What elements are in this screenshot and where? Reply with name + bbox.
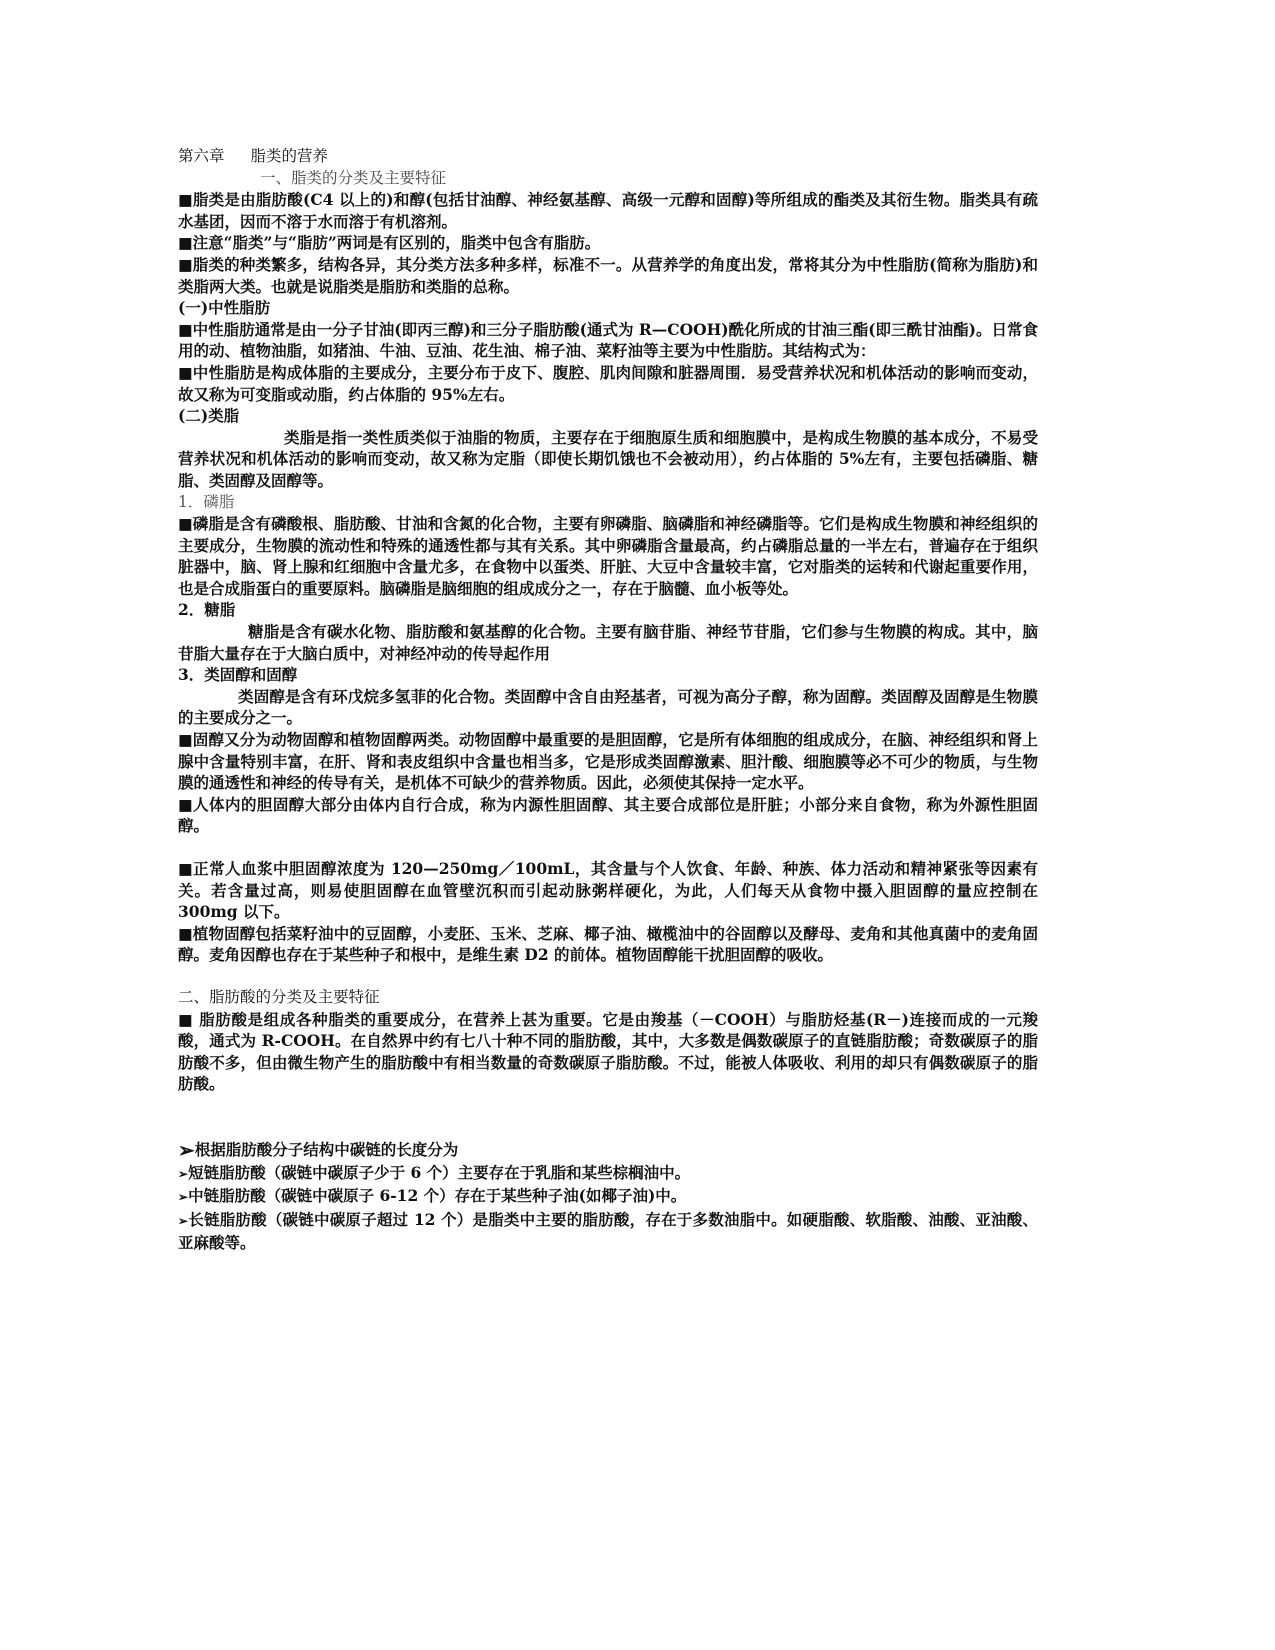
heading-lipoid: (二)类脂: [178, 406, 240, 426]
list-heading: [178, 1139, 1038, 1162]
list-item-short-chain: [178, 1162, 1038, 1186]
document-page: [178, 146, 1038, 1254]
heading-phospholipid: 1．磷脂: [178, 492, 235, 511]
paragraph-plant-sterol: ■植物固醇包括菜籽油中的豆固醇，小麦胚、玉米、芝麻、椰子油、橄榄油中的谷固醇以及酵母、麦角和其他真菌中的麦角固醇。麦角因醇也存在于某些种子和根中，是维生素 D2 的前体。植物固醇能干扰胆固醇的吸收。: [178, 923, 1038, 965]
arrow-bullet-icon: ➢: [178, 1190, 189, 1205]
paragraph-lipid-classification: ■脂类的种类繁多，结构各异，其分类方法多种多样，标准不一。从营养学的角度出发，常将其分为中性脂肪(简称为脂肪)和类脂两大类。也就是说脂类是脂肪和类脂的总称。: [178, 254, 1038, 296]
chapter-heading: [178, 146, 1038, 168]
heading-glycolipid: 2．糖脂: [178, 600, 236, 620]
list-item-long-chain: [178, 1209, 1038, 1254]
heading-sterol: 3．类固醇和固醇: [178, 665, 298, 685]
list-item-medium-chain: [178, 1185, 1038, 1209]
arrow-bullet-icon: ➢: [178, 1166, 189, 1181]
paragraph-glycolipid: 糖脂是含有碳水化物、脂肪酸和氨基醇的化合物。主要有脑苷脂、神经节苷脂，它们参与生物膜的构成。其中，脑苷脂大量存在于大脑白质中，对神经冲动的传导起作用: [178, 622, 1038, 663]
paragraph-lipid-definition: ■脂类是由脂肪酸(C4 以上的)和醇(包括甘油醇、神经氨基醇、高级一元醇和固醇)等所组成的酯类及其衍生物。脂类具有疏水基团，因而不溶于水而溶于有机溶剂。: [178, 190, 1038, 231]
arrow-bullet-icon: ➢: [178, 1213, 189, 1228]
chapter-title: 脂类的营养: [250, 147, 329, 165]
heading-neutral-fat: (一)中性脂肪: [178, 298, 271, 318]
list-item-text: 短链脂肪酸（碳链中碳原子少于 6 个）主要存在于乳脂和某些棕榈油中。: [188, 1162, 691, 1182]
arrow-bullet-icon: ➢: [178, 1137, 195, 1162]
paragraph-sterol-types: ■固醇又分为动物固醇和植物固醇两类。动物固醇中最重要的是胆固醇，它是所有体细胞的组成成分，在脑、神经组织和肾上腺中含量特别丰富，在肝、肾和表皮组织中含量也相当多，它是形成类固醇激素、胆汁酸、细胞膜等必不可少的物质，与生物膜的通透性和神经的传导有关，是机体不可缺少的营养物质。因此，必须使其保持一定水平。: [178, 730, 1038, 793]
section-2-title: 二、脂肪酸的分类及主要特征: [178, 987, 380, 1006]
paragraph-fatty-acid: ■ 脂肪酸是组成各种脂类的重要成分，在营养上甚为重要。它是由羧基（－COOH）与脂肪烃基(R－)连接而成的一元羧酸，通式为 R-COOH。在自然界中约有七八十种不同的脂肪酸，其中，大多数是偶数碳原子的直链脂肪酸；奇数碳原子的脂肪酸不多，但由微生物产生的脂肪酸中有相当数量的奇数碳原子脂肪酸。不过，能被人体吸收、利用的却只有偶数碳原子的脂肪酸。: [178, 1009, 1038, 1094]
chapter-number: 第六章: [178, 147, 225, 165]
paragraph-neutral-fat-structure: ■中性脂肪通常是由一分子甘油(即丙三醇)和三分子脂肪酸(通式为 R—COOH)酰化所成的甘油三酯(即三酰甘油酯)。日常食用的动、植物油脂，如猪油、牛油、豆油、花生油、棉子油、菜籽油等主要为中性脂肪。其结构式为：: [178, 319, 1038, 361]
paragraph-cholesterol-source: ■人体内的胆固醇大部分由体内自行合成，称为内源性胆固醇、其主要合成部位是肝脏；小部分来自食物，称为外源性胆固醇。: [178, 794, 1038, 836]
paragraph-neutral-fat-distribution: ■中性脂肪是构成体脂的主要成分，主要分布于皮下、腹腔、肌肉间隙和脏器周围．易受营养状况和机体活动的影响而变动，故又称为可变脂或动脂，约占体脂的 95%左右。: [178, 362, 1038, 404]
list-item-text: 长链脂肪酸（碳链中碳原子超过 12 个）是脂类中主要的脂肪酸，存在于多数油脂中。如硬脂酸、软脂酸、油酸、亚油酸、亚麻酸等。: [178, 1209, 1038, 1253]
paragraph-cholesterol-plasma: ■正常人血浆中胆固醇浓度为 120—250mg／100mL，其含量与个人饮食、年龄、种族、体力活动和精神紧张等因素有关。若含量过高，则易使胆固醇在血管壁沉积而引起动脉粥样硬化，为此，人们每天从食物中摄入胆固醇的量应控制在 300mg 以下。: [178, 859, 1038, 922]
list-heading-text: 根据脂肪酸分子结构中碳链的长度分为: [194, 1139, 459, 1159]
section-1-title: 一、脂类的分类及主要特征: [260, 168, 447, 187]
paragraph-phospholipid: ■磷脂是含有磷酸根、脂肪酸、甘油和含氮的化合物，主要有卵磷脂、脑磷脂和神经磷脂等。它们是构成生物膜和神经组织的主要成分，生物膜的流动性和特殊的通透性都与其有关系。其中卵磷脂含量最高，约占磷脂总量的一半左右，普遍存在于组织脏器中，脑、肾上腺和红细胞中含量尤多，在食物中以蛋类、肝脏、大豆中含量较丰富，它对脂类的运转和代谢起重要作用，也是合成脂蛋白的重要原料。脑磷脂是脑细胞的组成成分之一，存在于脑髓、血小板等处。: [178, 514, 1038, 598]
paragraph-lipid-vs-fat: ■注意“脂类”与“脂肪”两词是有区别的，脂类中包含有脂肪。: [178, 233, 601, 253]
paragraph-steroid: 类固醇是含有环戊烷多氢菲的化合物。类固醇中含自由羟基者，可视为高分子醇，称为固醇。类固醇及固醇是生物膜的主要成分之一。: [178, 686, 1038, 728]
list-item-text: 中链脂肪酸（碳链中碳原子 6-12 个）存在于某些种子油(如椰子油)中。: [188, 1186, 687, 1206]
paragraph-lipoid: 类脂是指一类性质类似于油脂的物质，主要存在于细胞原生质和细胞膜中，是构成生物膜的基本成分，不易受营养状况和机体活动的影响而变动，故又称为定脂（即使长期饥饿也不会被动用），约占体脂的 5%左有，主要包括磷脂、糖脂、类固醇及固醇等。: [178, 427, 1038, 490]
